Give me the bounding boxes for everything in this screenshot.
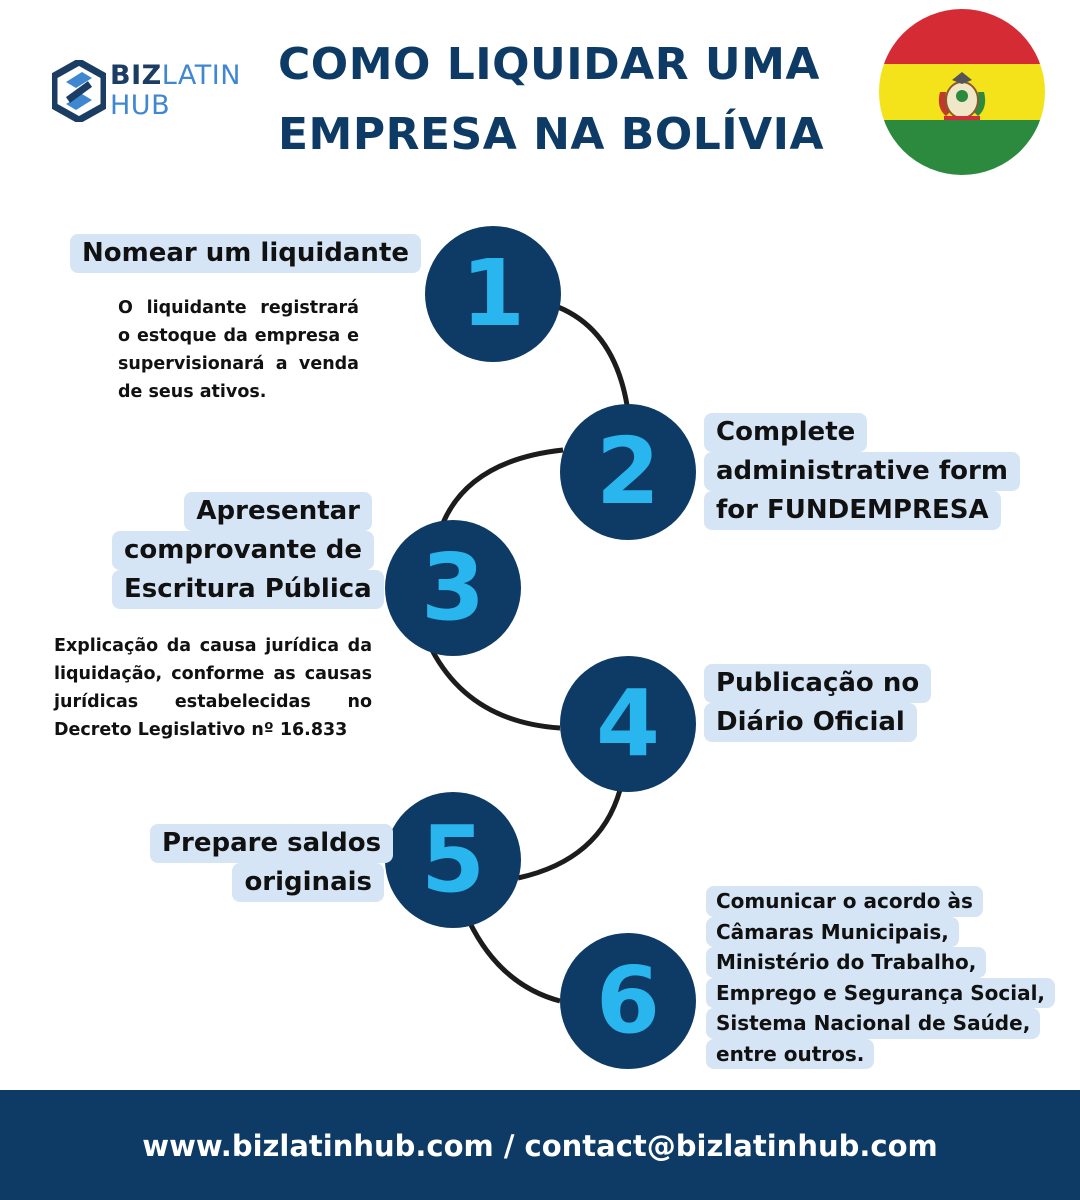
step-3-description: Explicação da causa jurídica da liquidação, conforme as causas jurídicas estabelecidas no Decreto Legislativo nº 16.833	[54, 636, 372, 740]
step-5-label-line: originais	[232, 863, 384, 902]
step-5-number: 5	[385, 792, 521, 928]
step-6-number: 6	[560, 933, 696, 1069]
title-line-1: COMO LIQUIDAR UMA	[278, 39, 820, 90]
step-4-label-line: Publicação no	[704, 664, 931, 703]
step-1-label	[70, 234, 421, 273]
step-2-label-line: Complete	[704, 413, 867, 452]
step-1-label-line: Nomear um liquidante	[70, 234, 421, 273]
step-2-label	[704, 413, 1020, 530]
footer-bar	[0, 1090, 1080, 1200]
logo-wordmark-bottom: HUB	[110, 90, 171, 121]
step-4-number: 4	[560, 656, 696, 792]
step-2-label-line: administrative form	[704, 452, 1020, 491]
step-6-label-line: Emprego e Segurança Social,	[706, 978, 1055, 1009]
step-6-label-line: Comunicar o acordo às	[706, 886, 983, 917]
step-6-label-line: Câmaras Municipais,	[706, 917, 959, 948]
step-6-label	[706, 886, 1055, 1069]
step-6-label-line: Sistema Nacional de Saúde,	[706, 1008, 1040, 1039]
step-3-number: 3	[385, 520, 521, 656]
step-4-label-line: Diário Oficial	[704, 703, 917, 742]
footer-contact-link[interactable]: www.bizlatinhub.com / contact@bizlatinhub.com	[142, 1129, 938, 1163]
connector-arc-5-6	[469, 921, 560, 1001]
step-3-label-line: Apresentar	[184, 492, 372, 531]
title-line-2: EMPRESA NA BOLÍVIA	[278, 109, 825, 160]
connector-arc-3-4	[432, 650, 560, 728]
connector-arc-1-2	[558, 307, 627, 405]
connector-arc-2-3	[443, 450, 563, 523]
step-5-label-line: Prepare saldos	[150, 824, 393, 863]
step-1-number: 1	[425, 226, 561, 362]
step-3-label	[112, 492, 372, 609]
logo-wordmark-top: BIZLATIN	[110, 60, 241, 91]
step-1-description: O liquidante registrará o estoque da empresa e supervisionará a venda de seus ativos.	[118, 298, 359, 402]
step-3-label-line: comprovante de	[112, 531, 374, 570]
step-6-label-line: entre outros.	[706, 1039, 874, 1070]
step-4-label	[704, 664, 931, 742]
step-2-label-line: for FUNDEMPRESA	[704, 491, 1001, 530]
step-6-label-line: Ministério do Trabalho,	[706, 947, 986, 978]
step-3-label-line: Escritura Pública	[112, 570, 384, 609]
step-2-number: 2	[560, 404, 696, 540]
connector-arc-4-5	[518, 790, 620, 878]
step-5-label	[150, 824, 384, 902]
